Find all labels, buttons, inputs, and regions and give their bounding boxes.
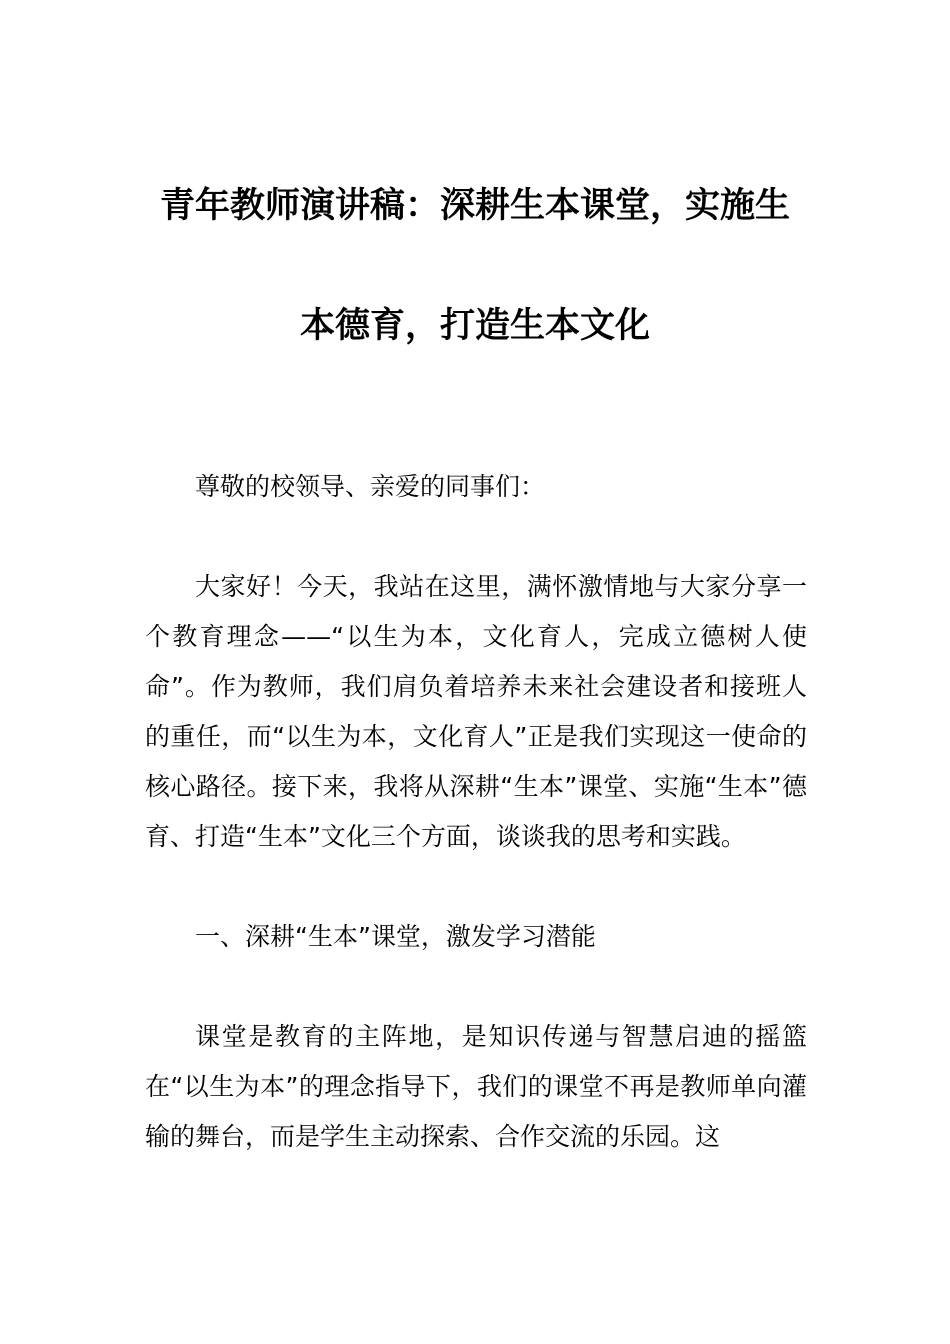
section-heading: 一、深耕“生本”课堂，激发学习潜能	[195, 922, 596, 951]
salutation: 尊敬的校领导、亲爱的同事们：	[195, 472, 546, 501]
section-paragraph: 课堂是教育的主阵地，是知识传递与智慧启迪的摇篮在“以生为本”的理念指导下，我们的课堂不再是教师单向灌输的舞台，而是学生主动探索、合作交流的乐园。这	[145, 1022, 807, 1151]
intro-paragraph: 大家好！今天，我站在这里，满怀激情地与大家分享一个教育理念——“以生为本，文化育人，完成立德树人使命”。作为教师，我们肩负着培养未来社会建设者和接班人的重任，而“以生为本，文化育人”正是我们实现这一使命的核心路径。接下来，我将从深耕“生本”课堂、实施“生本”德育、打造“生本”文化三个方面，谈谈我的思考和实践。	[145, 572, 807, 851]
document-body	[145, 462, 807, 1162]
document-title: 青年教师演讲稿：深耕生本课堂，实施生 本德育，打造生本文化	[159, 186, 790, 346]
